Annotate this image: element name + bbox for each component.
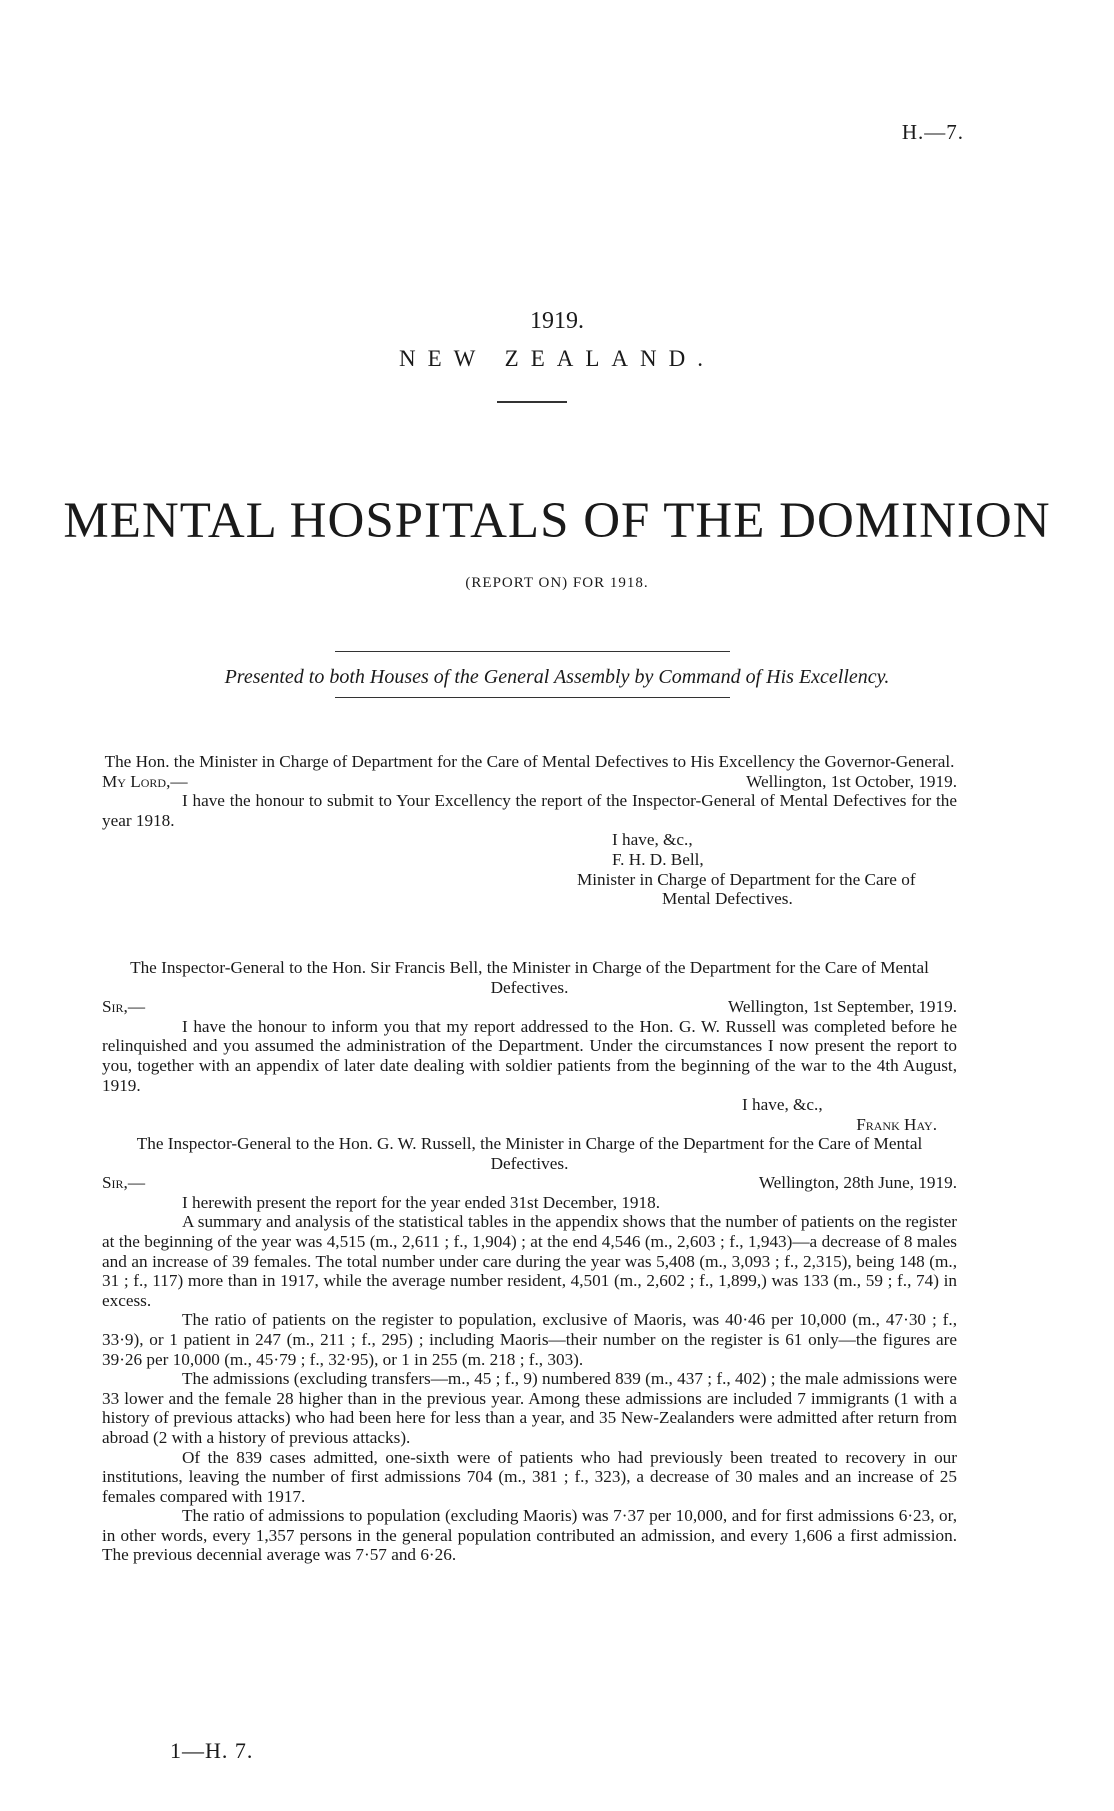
salutation: Sir,—: [102, 1173, 146, 1193]
closing: I have, &c.,: [742, 1095, 823, 1115]
report-paragraph: The ratio of admissions to population (excluding Maoris) was 7·37 per 10,000, and for first admissions 6·23, or, in other words, every 1,357 persons in the general population contributed an admission, and every 1,606 a first admission. The previous decennial average was 7·57 and 6·26.: [102, 1506, 957, 1565]
letter-date: Wellington, 1st September, 1919.: [728, 997, 957, 1017]
report-paragraph: The ratio of patients on the register to population, exclusive of Maoris, was 40·46 per 10,000 (m., 47·30 ; f., 33·9), or 1 patient in 247 (m., 211 ; f., 295) ; including Maoris—their number on the register is 61 only—the figures are 39·26 per 10,000 (m., 45·79 ; f., 32·95), or 1 in 255 (m. 218 ; f., 303).: [102, 1310, 957, 1369]
signatory-title: Minister in Charge of Department for the Care of: [577, 869, 916, 889]
letter-inspector-to-bell: [102, 958, 957, 1134]
salutation: Sir,—: [102, 997, 146, 1017]
presentation-line: Presented to both Houses of the General Assembly by Command of His Excellency.: [224, 666, 890, 688]
letter-body: I have the honour to inform you that my report addressed to the Hon. G. W. Russell was completed before he relinquished and you assumed the administration of the Department. Under the circumstances I now present the report to you, together with an appendix of later date dealing with soldier patients from the beginning of the war to the 4th August, 1919.: [102, 1016, 957, 1095]
divider: [335, 697, 730, 698]
salutation-line: [102, 997, 957, 1017]
signature: Frank Hay.: [856, 1114, 937, 1134]
signatory-title-continued: Mental Defectives.: [662, 889, 793, 909]
country-heading: NEW ZEALAND.: [398, 346, 716, 371]
report-paragraph: I herewith present the report for the year ended 31st December, 1918.: [182, 1192, 660, 1212]
letter-header: The Inspector-General to the Hon. G. W. Russell, the Minister in Charge of the Department for the Care of Mental Defectives.: [136, 1134, 923, 1173]
page-footer: 1—H. 7.: [170, 1738, 254, 1763]
publication-year: 1919.: [530, 308, 584, 334]
report-paragraph: Of the 839 cases admitted, one-sixth were of patients who had previously been treated to recovery in our institutions, leaving the number of first admissions 704 (m., 381 ; f., 323), a decrease of 30 males and an increase of 25 females compared with 1917.: [102, 1447, 957, 1506]
document-title: MENTAL HOSPITALS OF THE DOMINION: [63, 493, 1051, 549]
divider: [497, 401, 567, 403]
letter-date: Wellington, 28th June, 1919.: [758, 1173, 957, 1193]
document-subtitle: (REPORT ON) FOR 1918.: [465, 575, 649, 591]
report-paragraph: The admissions (excluding transfers—m., 45 ; f., 9) numbered 839 (m., 437 ; f., 402) ; the male admissions were 33 lower and the female 28 higher than in the previous year. Among these admissions are included 7 immigrants (1 with a history of previous attacks) who had been here for less than a year, and 35 New-Zealanders were admitted after return from abroad (2 with a history of previous attacks).: [102, 1369, 957, 1447]
letter-date: Wellington, 1st October, 1919.: [746, 771, 957, 791]
letter-inspector-to-russell: [102, 1134, 957, 1565]
letter-header: The Hon. the Minister in Charge of Department for the Care of Mental Defectives to His Excellency the Governor-General.: [104, 752, 955, 771]
salutation-line: [102, 772, 957, 792]
salutation: My Lord,—: [102, 771, 188, 791]
letter-minister-to-governor: [102, 752, 957, 909]
report-paragraph: A summary and analysis of the statistical tables in the appendix shows that the number of patients on the register at the beginning of the year was 4,515 (m., 2,611 ; f., 1,904) ; at the end 4,546 (m., 2,603 ; f., 1,943)—a decrease of 8 males and an increase of 39 females. The total number under care during the year was 5,408 (m., 3,093 ; f., 2,315), being 148 (m., 31 ; f., 117) more than in 1917, while the average number resident, 4,501 (m., 2,602 ; f., 1,899,) was 133 (m., 59 ; f., 74) in excess.: [102, 1212, 957, 1310]
signature: F. H. D. Bell,: [612, 849, 704, 869]
letter-header: The Inspector-General to the Hon. Sir Francis Bell, the Minister in Charge of the Department for the Care of Mental Defectives.: [130, 958, 929, 997]
divider: [335, 651, 730, 652]
salutation-line: [102, 1173, 957, 1193]
letter-body: I have the honour to submit to Your Excellency the report of the Inspector-General of Mental Defectives for the year 1918.: [102, 791, 957, 830]
page-reference: H.—7.: [901, 120, 964, 144]
closing: I have, &c.,: [612, 830, 693, 850]
